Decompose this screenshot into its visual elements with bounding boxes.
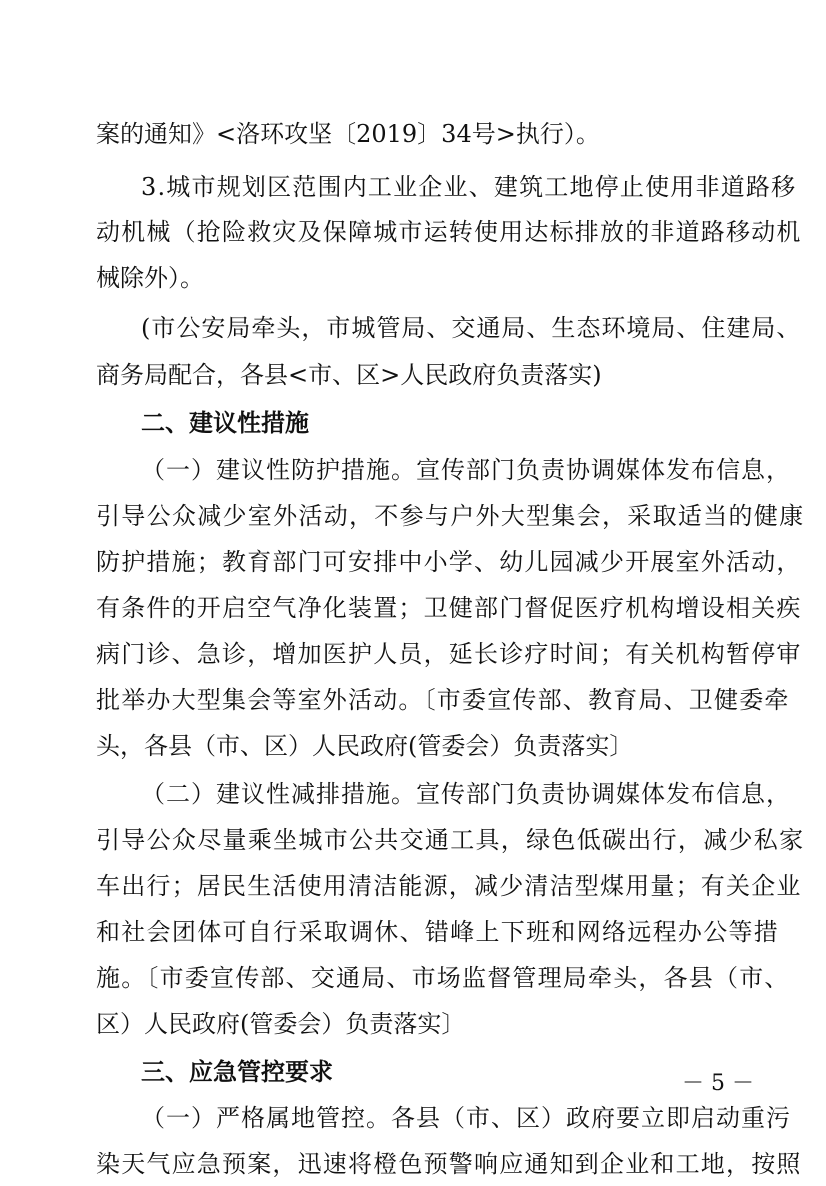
text-line: 染天气应急预案，迅速将橙色预警响应通知到企业和工地，按照 (96, 1150, 802, 1178)
text-line: 械除外）。 (96, 264, 204, 292)
text-line: 车出行；居民生活使用清洁能源，减少清洁型煤用量；有关企业 (96, 872, 802, 900)
text-line: 商务局配合，各县<市、区>人民政府负责落实) (96, 361, 602, 389)
text-line: 施。〔市委宣传部、交通局、市场监督管理局牵头，各县（市、 (96, 964, 790, 992)
text-line: 头，各县（市、区）人民政府(管委会）负责落实〕 (96, 732, 634, 760)
section-heading: 二、建议性措施 (141, 409, 309, 437)
text-line: 案的通知》<洛环攻坚〔2019〕34号>执行）。 (96, 120, 600, 148)
text-line: (市公安局牵头，市城管局、交通局、生态环境局、住建局、 (141, 314, 802, 342)
text-line: 3.城市规划区范围内工业企业、建筑工地停止使用非道路移 (141, 173, 797, 201)
text-line: 防护措施；教育部门可安排中小学、幼儿园减少开展室外活动， (96, 548, 802, 576)
text-line: 批举办大型集会等室外活动。〔市委宣传部、教育局、卫健委牵 (96, 686, 790, 714)
text-line: 病门诊、急诊，增加医护人员，延长诊疗时间；有关机构暂停审 (96, 640, 802, 668)
text-line: （二）建议性减排措施。宣传部门负责协调媒体发布信息， (141, 780, 791, 808)
section-heading: 三、应急管控要求 (141, 1058, 333, 1086)
text-line: 动机械（抢险救灾及保障城市运转使用达标排放的非道路移动机 (96, 218, 802, 246)
text-line: 有条件的开启空气净化装置；卫健部门督促医疗机构增设相关疾 (96, 594, 802, 622)
text-line: （一）建议性防护措施。宣传部门负责协调媒体发布信息， (141, 456, 791, 484)
text-line: 和社会团体可自行采取调休、错峰上下班和网络远程办公等措 (96, 918, 780, 946)
text-line: （一）严格属地管控。各县（市、区）政府要立即启动重污 (141, 1104, 791, 1132)
text-line: 区）人民政府(管委会）负责落实〕 (96, 1010, 466, 1038)
page-number: － 5 － (682, 1071, 754, 1096)
text-line: 引导公众尽量乘坐城市公共交通工具，绿色低碳出行，减少私家 (96, 826, 805, 854)
text-line: 引导公众减少室外活动，不参与户外大型集会，采取适当的健康 (96, 502, 805, 530)
